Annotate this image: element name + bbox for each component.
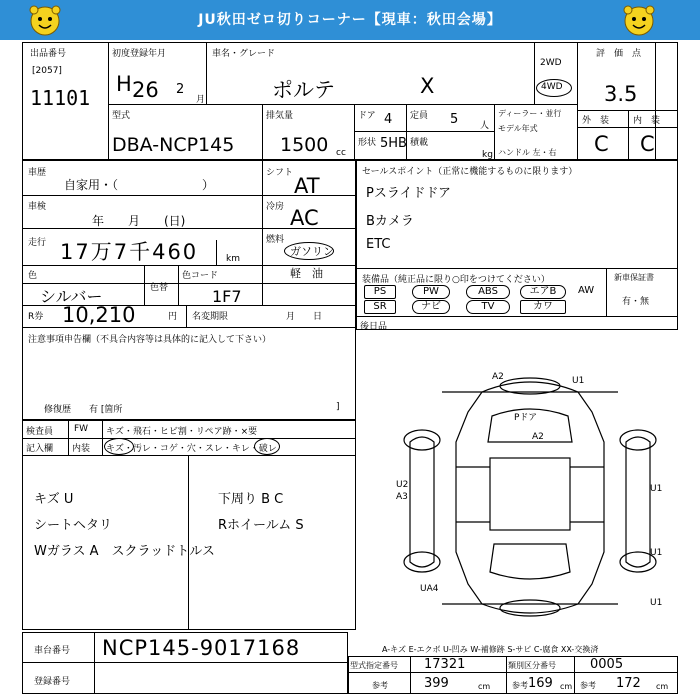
equip-airbag: エアB (520, 285, 566, 299)
interior-grade: C (640, 132, 655, 156)
damage-legend: A-キズ E-エクボ U-凹み W-補修跡 S-サビ C-腐食 XX-交換済 (382, 645, 599, 654)
interior-label: 内 装 (633, 116, 661, 126)
class-value: 0005 (590, 657, 624, 672)
score-value: 3.5 (604, 82, 638, 106)
mark-top-u1: U1 (572, 376, 585, 386)
class-label: 類別区分番号 (508, 661, 556, 670)
equip-sr: SR (364, 300, 396, 314)
displacement-value: 1500 (280, 134, 329, 156)
selling-point-3: ETC (366, 237, 391, 252)
equip-kawa: カワ (520, 300, 566, 314)
mark-door: Pドア (514, 413, 538, 423)
mark-right-u1b: U1 (650, 548, 663, 558)
remark-right-1: 下周り B C (218, 492, 284, 507)
car-name: ポルテ (272, 78, 335, 102)
mileage-label: 走行 (28, 238, 47, 248)
inspection-label: 車検 (28, 202, 47, 212)
repair-close: ] (336, 402, 340, 412)
grade: X (420, 74, 435, 98)
drive-2wd: 2WD (540, 58, 562, 68)
equip-navi: ナビ (412, 300, 450, 314)
first-reg-year: 26 (132, 78, 159, 102)
type-cert-label: 型式指定番号 (350, 661, 398, 670)
fuel-diesel: 軽 油 (290, 267, 323, 280)
color-value: シルバー (40, 287, 103, 306)
mark-left-a3: A3 (396, 492, 408, 502)
interior-row-label: 内装 (72, 444, 91, 454)
exterior-grade: C (594, 132, 609, 156)
inspector-label: 検査員 (26, 427, 54, 437)
cooling-label: 冷房 (266, 202, 285, 212)
tax-unit: 円 (168, 312, 178, 322)
equip-abs: ABS (466, 285, 510, 299)
selling-point-2: Bカメラ (366, 214, 414, 229)
remark-left-2: シートヘタリ (34, 518, 113, 533)
type-cert-value: 17321 (424, 657, 466, 672)
mark-left-u2: U2 (396, 480, 409, 490)
ref3-value: 172 (616, 676, 641, 691)
name-limit-label: 名変期限 (192, 312, 229, 322)
first-reg-label: 初度登録年月 (112, 49, 167, 59)
chassis-value: NCP145-9017168 (102, 636, 301, 660)
doors-value: 4 (384, 112, 393, 127)
equip-ps: PS (364, 285, 396, 299)
ref3-label: 参考 (580, 681, 596, 690)
interior-items: キズ・汚レ・コゲ・穴・スレ・キレ・破レ (106, 444, 277, 454)
tax-label: R券 (28, 312, 44, 322)
history-label: 車歴 (28, 168, 47, 178)
cc-unit: cc (336, 148, 346, 158)
remark-left-3: Wガラス A スクラッドトルス (34, 544, 215, 559)
ref2-value: 169 (528, 676, 553, 691)
fw-label: FW (74, 424, 89, 434)
ref1-label: 参考 (372, 681, 388, 690)
score-label: 評 価 点 (596, 49, 642, 59)
equip-aw: AW (578, 285, 595, 296)
selling-points-label: セールスポイント（正常に機能するものに限ります） (362, 167, 578, 177)
displacement-label: 排気量 (266, 111, 294, 121)
color-label: 色 (28, 271, 38, 281)
lot-label: 出品番号 (30, 49, 67, 59)
reg-label: 登録番号 (34, 677, 71, 687)
car-name-label: 車名・グレード (212, 49, 276, 59)
load-unit: kg (482, 150, 493, 160)
mark-roof-a2: A2 (532, 432, 544, 442)
drive-4wd: 4WD (541, 82, 563, 92)
warranty-label: 新車保証書 (614, 273, 654, 282)
sure-circle (254, 438, 280, 455)
handle-label: ハンドル 左・右 (498, 148, 557, 157)
chassis-label: 車台番号 (34, 646, 71, 656)
rear-seat-label: 後日品 (360, 322, 388, 332)
dealer-label: ディーラー・並行 (498, 109, 562, 118)
model-year-label: モデル年式 (498, 124, 538, 133)
capacity-value: 5 (450, 112, 459, 127)
color-change-label: 色替 (150, 283, 169, 293)
equipment-label: 装備品（純正品に限り○印をつけてください） (362, 275, 550, 285)
ref1-unit: cm (478, 682, 491, 691)
model-label: 型式 (112, 111, 131, 121)
mileage-value: 17万7千460 (60, 240, 199, 264)
doors-label: ドア (358, 111, 376, 121)
model-value: DBA-NCP145 (112, 134, 235, 156)
tax-value: 10,210 (62, 303, 136, 327)
selling-point-1: Pスライドドア (366, 186, 452, 201)
remark-right-2: Rホイールム S (218, 518, 304, 533)
ref3-unit: cm (656, 682, 669, 691)
entry-label: 記入欄 (26, 444, 54, 454)
cooling-value: AC (290, 206, 319, 230)
mark-top-a2: A2 (492, 372, 504, 382)
ref1-value: 399 (424, 676, 449, 691)
shift-label: シフト (266, 168, 294, 178)
mark-bottom-ua4: UA4 (420, 584, 439, 594)
ref2-label: 参考 (512, 681, 528, 690)
body-value: 5HB (380, 136, 407, 151)
fuel-label: 燃料 (266, 235, 285, 245)
first-reg-month-unit: 月 (196, 95, 206, 105)
shift-value: AT (294, 174, 320, 198)
history-value: 自家用・（ ） (64, 178, 215, 192)
first-reg-era: H (116, 72, 132, 96)
mark-right-u1a: U1 (650, 484, 663, 494)
equip-pw: PW (412, 285, 450, 299)
fw-items: キズ・飛石・ヒビ割・リペア跡・×要 (106, 427, 258, 437)
first-reg-month: 2 (176, 82, 185, 97)
mileage-unit: km (226, 254, 240, 264)
color-code-value: 1F7 (212, 287, 242, 306)
fuel-gas: ガソリン (290, 245, 334, 258)
warranty-value: 有・無 (622, 297, 650, 307)
page-title: JU秋田ゼロ切りコーナー【現車：秋田会場】 (198, 12, 502, 28)
exterior-label: 外 装 (582, 116, 610, 126)
ref2-unit: cm (560, 682, 573, 691)
lot-number: 11101 (30, 86, 91, 110)
capacity-unit: 人 (480, 121, 490, 131)
body-label: 形状 (358, 138, 377, 148)
lot-sub: [2057] (32, 66, 62, 76)
equip-tv: TV (466, 300, 510, 314)
notes-label: 注意事項申告欄（不具合内容等は具体的に記入して下さい） (28, 335, 272, 345)
repair-label: 修復歴 有 [箇所 (44, 405, 123, 415)
color-code-label: 色コード (182, 271, 219, 281)
inspection-value: 年 月 (日) (92, 214, 186, 228)
capacity-label: 定員 (410, 111, 429, 121)
remark-left-1: キズ U (34, 492, 74, 507)
mark-right-u1c: U1 (650, 598, 663, 608)
kizu-circle (104, 438, 134, 455)
load-label: 積載 (410, 138, 429, 148)
name-limit-value: 月 日 (286, 312, 323, 322)
